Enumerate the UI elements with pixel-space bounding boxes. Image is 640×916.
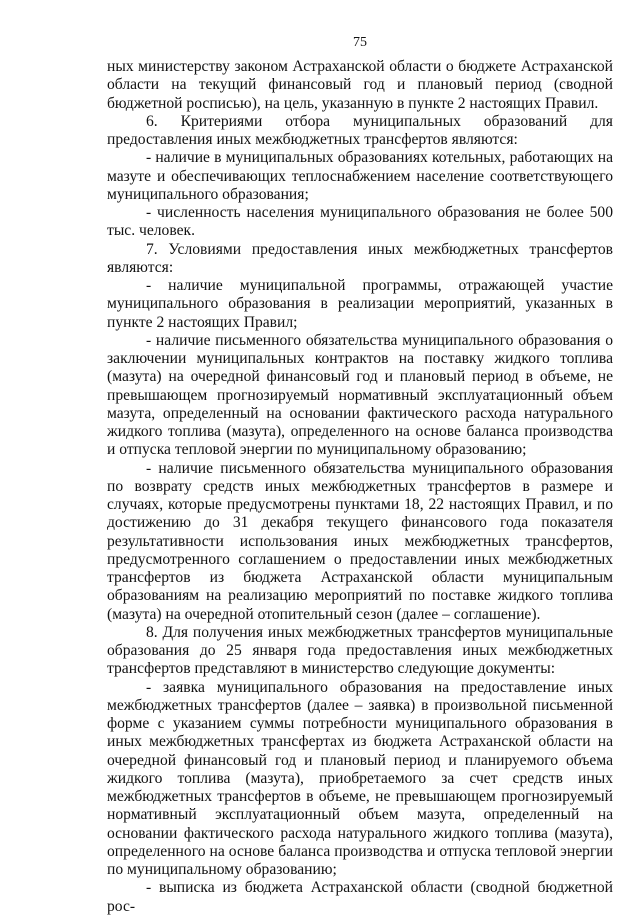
paragraph: 7. Условиями предоставления иных межбюджетных трансфертов являются: [107, 240, 613, 276]
paragraph: - наличие муниципальной программы, отражающей участие муниципального образования в реализации мероприятий, указанных в пункте 2 настоящих Правил; [107, 277, 613, 331]
paragraph: 8. Для получения иных межбюджетных трансфертов муниципальные образования до 25 января года предоставления иных межбюджетных трансфертов представляют в министерство следующие документы: [107, 623, 613, 678]
paragraph: - наличие письменного обязательства муниципального образования о заключении муниципальных контрактов на поставку жидкого топлива (мазута) на очередной финансовый год и плановый период в объеме, не превышающем прогнозируемый нормативный эксплуатационный объем мазута, определенный на основании фактического расхода натурального жидкого топлива (мазута), определенного на основе баланса производства и отпуска тепловой энергии по муниципальному образованию; [107, 331, 613, 459]
paragraph: - численность населения муниципального образования не более 500 тыс. человек. [107, 204, 613, 240]
paragraph: - заявка муниципального образования на предоставление иных межбюджетных трансфертов (далее – заявка) в произвольной письменной форме с указанием суммы потребности муниципального образования в иных межбюджетных трансфертах из бюджета Астраханской области на очередной финансовый год и плановый период и планируемого объема жидкого топлива (мазута), приобретаемого за счет средств иных межбюджетных трансфертов в объеме, не превышающем прогнозируемый нормативный эксплуатационный объем мазута, определенный на основании фактического расхода натурального жидкого топлива (мазута), определенного на основе баланса производства и отпуска тепловой энергии по муниципальному образованию; [107, 678, 613, 878]
document-page [107, 34, 613, 916]
document-body [107, 58, 613, 916]
paragraph: - выписка из бюджета Астраханской области (сводной бюджетной рос- [107, 879, 613, 915]
paragraph: 6. Критериями отбора муниципальных образований для предоставления иных межбюджетных трансфертов являются: [107, 112, 613, 148]
page-number: 75 [353, 35, 367, 50]
paragraph: ных министерству законом Астраханской области о бюджете Астраханской области на текущий финансовый год и плановый период (сводной бюджетной росписью), на цель, указанную в пункте 2 настоящих Правил. [107, 58, 613, 112]
paragraph: - наличие в муниципальных образованиях котельных, работающих на мазуте и обеспечивающих теплоснабжением население соответствующего муниципального образования; [107, 149, 613, 203]
paragraph: - наличие письменного обязательства муниципального образования по возврату средств иных межбюджетных трансфертов в размере и случаях, которые предусмотрены пунктами 18, 22 настоящих Правил, и по достижению до 31 декабря текущего финансового года показателя результативности использования иных межбюджетных трансфертов, предусмотренного соглашением о предоставлении иных межбюджетных трансфертов из бюджета Астраханской области муниципальным образованиям на реализацию мероприятий по поставке жидкого топлива (мазута) на очередной отопительный сезон (далее – соглашение). [107, 459, 613, 623]
